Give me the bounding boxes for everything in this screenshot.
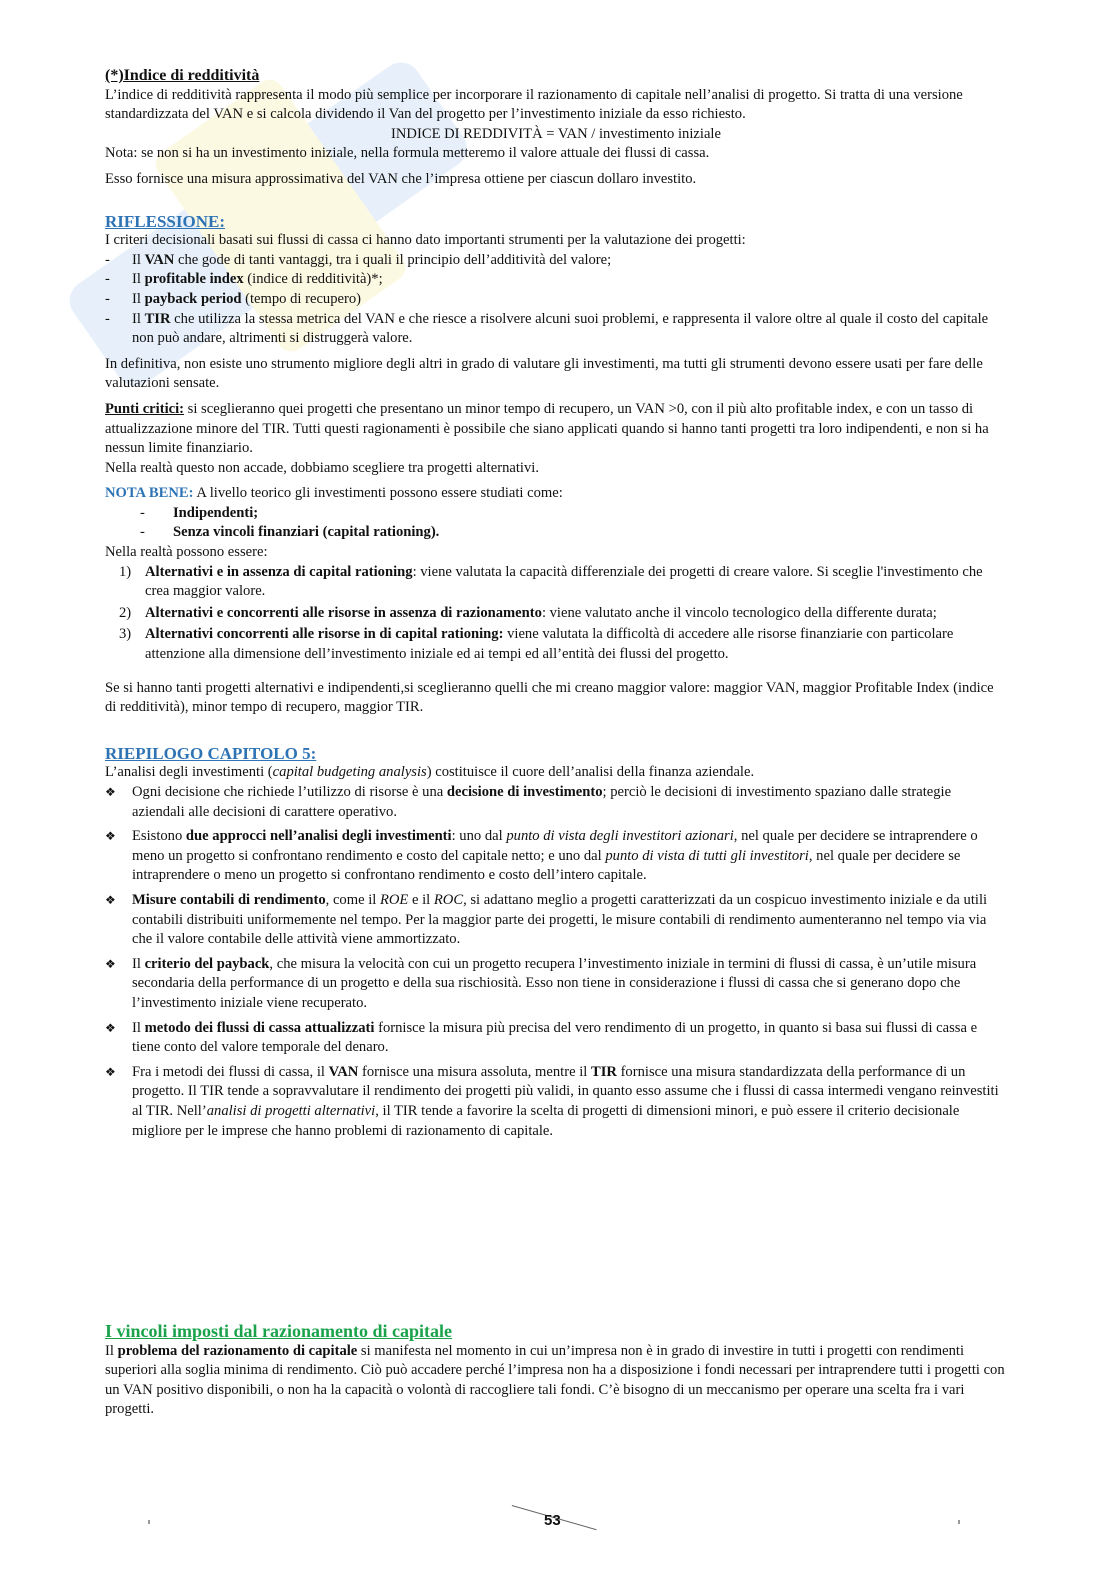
section-title-riflessione: RIFLESSIONE: [105,211,225,231]
list-item: 2) Alternativi e concorrenti alle risorse in assenza di razionamento: viene valutato anche il vincolo tecnologico della differente durata; [119,604,937,621]
paragraph: Punti critici: si sceglieranno quei progetti che presentano un minor tempo di recupero, un VAN >0, con il più alto profitable index, e con un tasso di attualizzazione minore del TIR. Tutti questi ragionamenti è possibile che siano applicati quando si hanno tanti progetti tra loro indipendenti, e non si ha nessun limite finanziario. [105,400,989,457]
paragraph: L’indice di redditività rappresenta il modo più semplice per incorporare il razionamento di capitale nell’analisi di progetto. Si tratta di una versione standardizzata del VAN e si calcola dividendo il Van del progetto per l’investimento iniziale da esso richiesto. [105,86,963,123]
paragraph: Esso fornisce una misura approssimativa del VAN che l’impresa ottiene per ciascun dollaro investito. [105,170,697,187]
theoretical-list [105,504,1007,543]
diamond-bullet-icon: ❖ [105,785,116,799]
footer-mark [958,1520,960,1524]
diamond-bullet-icon: ❖ [105,1064,116,1079]
diamond-bullet-icon: ❖ [105,956,116,971]
paragraph: NOTA BENE: A livello teorico gli investimenti possono essere studiati come: [105,485,563,502]
list-item: ❖ Esistono due approcci nell’analisi degli investimenti: uno dal punto di vista degli investitori azionari, nel quale per decidere se intraprendere o meno un progetto si confrontano rendimento e costo del capitale netto; e uno dal punto di vista di tutti gli investitori, nel quale per decidere se intraprendere o meno un progetto si confrontano rendimento e costo dell’intero capitale. [105,828,978,884]
list-item: - Il payback period (tempo di recupero) [105,290,1007,310]
paragraph: Nella realtà questo non accade, dobbiamo scegliere tra progetti alternativi. [105,459,539,476]
list-item: - Il TIR che utilizza la stessa metrica del VAN e che riesce a risolvere alcuni suoi problemi, e rappresenta il valore oltre al quale il costo del capitale non può andare, altrimenti si distruggerà valore. [105,310,1007,349]
list-item: - Il VAN che gode di tanti vantaggi, tra i quali il principio dell’additività del valore; [105,251,1007,271]
list-item: ❖ Il criterio del payback, che misura la velocità con cui un progetto recupera l’investimento iniziale in termini di flussi di cassa, è un’utile misura secondaria della performance di un progetto e della sua rischiosità. Esso non tiene in considerazione i flussi di cassa che si generano dopo che l’investimento iniziale viene recuperato. [105,955,977,1011]
list-item: ❖ Misure contabili di rendimento, come il ROE e il ROC, si adattano meglio a progetti caratterizzati da un cospicuo investimento iniziale e da utili contabili distribuiti uniformemente nel tempo. Per la maggior parte dei progetti, le misure contabili di rendimento aumenteranno nel tempo via via che il valore contabile delle attività viene ammortizzato. [105,891,988,948]
document-page [105,66,1007,1420]
list-item: ❖ Fra i metodi dei flussi di cassa, il VAN fornisce una misura assoluta, mentre il TIR fornisce una misura standardizzata della performance di un progetto. Il TIR tende a sopravvalutare il rendimento dei progetti più validi, in quanto esso assume che i flussi di cassa intermedi vengano reinvestiti al TIR. Nell’analisi di progetti alternativi, il TIR tende a favorire la scelta di progetti di dimensioni minori, e può essere il criterio decisionale migliore per le imprese che hanno problemi di razionamento di capitale. [105,1063,999,1139]
list-item: ❖ Ogni decisione che richiede l’utilizzo di risorse è una decisione di investimento; perciò le decisioni di investimento spaziano dalle strategie aziendali alle decisioni di carattere operativo. [105,784,952,820]
list-item: - Senza vincoli finanziari (capital rationing). [105,523,1007,543]
section-title-vincoli: I vincoli imposti dal razionamento di capitale [105,1321,453,1342]
numbered-list [105,563,1007,665]
section-title-indice: (*)Indice di redditività [105,67,260,84]
list-item: - Indipendenti; [105,504,1007,524]
paragraph: L’analisi degli investimenti (capital budgeting analysis) costituisce il cuore dell’analisi della finanza aziendale. [105,764,755,781]
diamond-bullet-icon: ❖ [105,829,116,844]
paragraph: I criteri decisionali basati sui flussi di cassa ci hanno dato importanti strumenti per la valutazione dei progetti: [105,232,746,249]
list-item: 3) Alternativi concorrenti alle risorse in di capital rationing: viene valutata la difficoltà di accedere alle risorse finanziarie con particolare attenzione alla dimensione dell’investimento iniziale ed ai tempi ed all’entità dei flussi del progetto. [119,626,954,663]
list-item: ❖ Il metodo dei flussi di cassa attualizzati fornisce la misura più precisa del vero rendimento di un progetto, in quanto si basa sui flussi di cassa e tiene conto del valore temporale del denaro. [105,1019,978,1056]
list-item: - Il profitable index (indice di redditività)*; [105,270,1007,290]
criteria-list [105,251,1007,349]
list-item: 1) Alternativi e in assenza di capital rationing: viene valutata la capacità differenziale dei progetti di creare valore. Si sceglie l'investimento che crea maggior valore. [119,563,983,600]
formula: INDICE DI REDDIVITÀ = VAN / investimento iniziale [391,125,721,142]
footer-mark [148,1520,150,1524]
paragraph: Nella realtà possono essere: [105,544,268,561]
paragraph: Il problema del razionamento di capitale si manifesta nel momento in cui un’impresa non è in grado di investire in tutti i progetti con rendimenti superiori alla soglia minima di rendimento. Ciò può accadere perché l’impresa non ha a disposizione i fondi necessari per intraprendere tutti i progetti con un VAN positivo disponibili, o non ha la capacità o volontà di raccogliere tali fondi. C’è bisogno di un meccanismo per operare una scelta fra i vari progetti. [105,1342,1005,1418]
note: Nota: se non si ha un investimento iniziale, nella formula metteremo il valore attuale dei flussi di cassa. [105,145,710,162]
summary-list [105,783,1007,1141]
paragraph: In definitiva, non esiste uno strumento migliore degli altri in grado di valutare gli investimenti, ma tutti gli strumenti devono essere usati per fare delle valutazioni sensate. [105,355,983,392]
diamond-bullet-icon: ❖ [105,1020,116,1035]
paragraph: Se si hanno tanti progetti alternativi e indipendenti,si sceglieranno quelli che mi creano maggior valore: maggior VAN, maggior Profitable Index (indice di redditività), minor tempo di recupero, maggior TIR. [105,679,994,716]
page-number: 53 [544,1512,561,1529]
section-title-riepilogo: RIEPILOGO CAPITOLO 5: [105,743,317,763]
diamond-bullet-icon: ❖ [105,892,116,907]
